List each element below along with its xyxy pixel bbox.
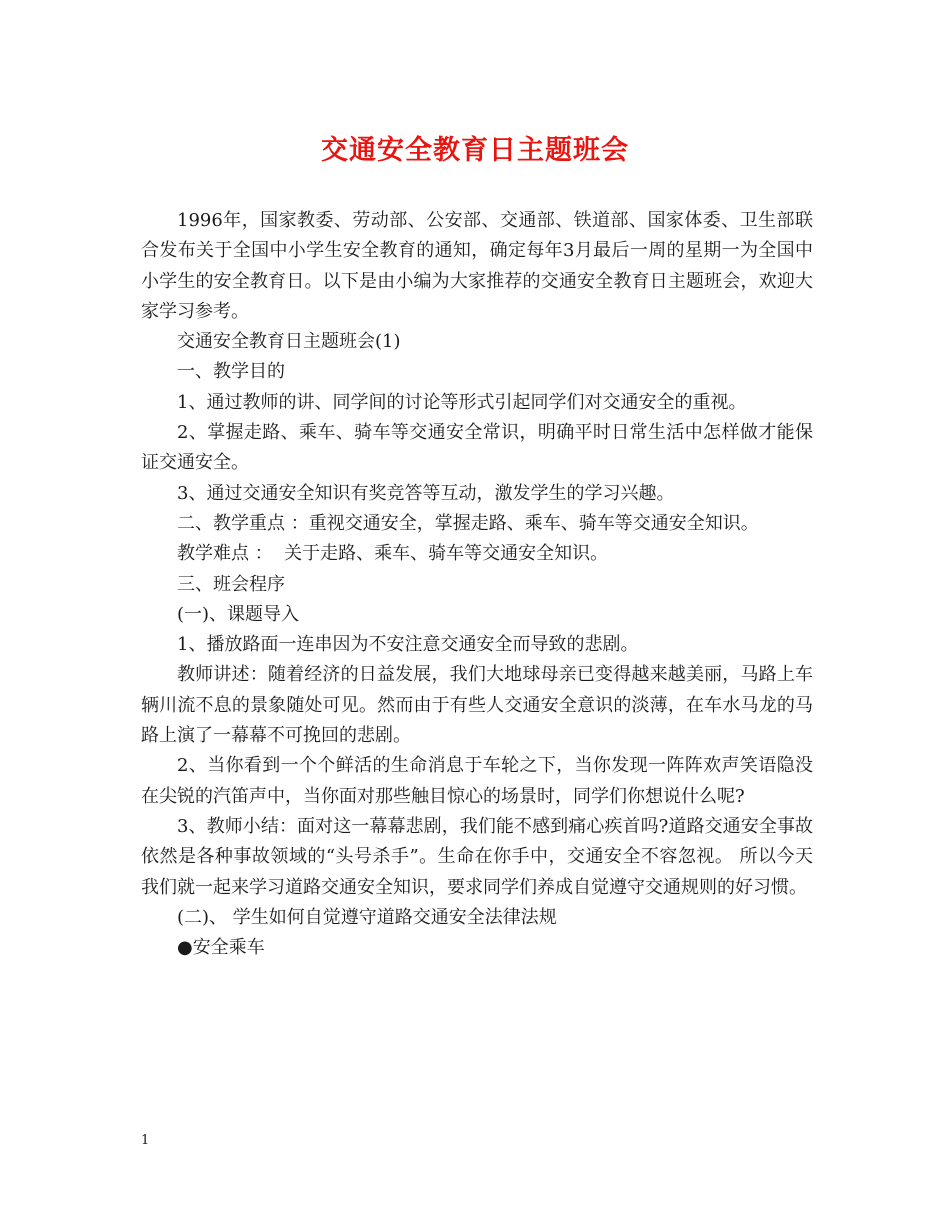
paragraph-key-points: 二、教学重点 ：重视交通安全，掌握走路、乘车、骑车等交通安全知识。 (177, 512, 759, 534)
paragraph-subheading-laws: (二)、 学生如何自觉遵守道路交通安全法律法规 (177, 906, 557, 928)
paragraph-difficulties: 教学难点 ： 关于走路、乘车、骑车等交通安全知识。 (177, 543, 609, 565)
paragraph-step-1: 1、播放路面一连串因为不安注意交通安全而导致的悲剧。 (177, 634, 639, 656)
paragraph-step-2: 2、当你看到一个个鲜活的生命消息于车轮之下，当你发现一阵阵欢声笑语隐没在尖锐的汽笛声中，当你面对那些触目惊心的场景时，同学们你想说什么呢? (141, 755, 813, 807)
page-number: 1 (141, 1133, 150, 1148)
document-body (141, 206, 813, 963)
paragraph-bullet-safe-riding: ●安全乘车 (177, 937, 265, 959)
paragraph-goal-2: 2、掌握走路、乘车、骑车等交通安全常识，明确平时日常生活中怎样做才能保证交通安全。 (141, 422, 813, 474)
paragraph-goal-1: 1、通过教师的讲、同学间的讨论等形式引起同学们对交通安全的重视。 (177, 391, 747, 413)
page-title: 交通安全教育日主题班会 (321, 135, 629, 166)
paragraph-section-heading: 交通安全教育日主题班会(1) (177, 331, 401, 353)
paragraph-step-3: 3、教师小结：面对这一幕幕悲剧，我们能不感到痛心疾首吗?道路交通安全事故依然是各种事故领域的“头号杀手”。生命在你手中，交通安全不容忽视。 所以今天我们就一起来学习道路交通安全知识，要求同学们养成自觉遵守交通规则的好习惯。 (141, 815, 813, 898)
paragraph-heading-teaching-goals: 一、教学目的 (177, 361, 285, 383)
paragraph-teacher-narration: 教师讲述：随着经济的日益发展，我们大地球母亲已变得越来越美丽，马路上车辆川流不息的景象随处可见。然而由于有些人交通安全意识的淡薄，在车水马龙的马路上演了一幕幕不可挽回的悲剧。 (141, 664, 813, 747)
paragraph-heading-procedure: 三、班会程序 (177, 573, 285, 595)
paragraph-intro: 1996年，国家教委、劳动部、公安部、交通部、铁道部、国家体委、卫生部联合发布关于全国中小学生安全教育的通知，确定每年3月最后一周的星期一为全国中小学生的安全教育日。以下是由小编为大家推荐的交通安全教育日主题班会，欢迎大家学习参考。 (141, 210, 813, 322)
paragraph-subheading-intro: (一)、课题导入 (177, 603, 300, 625)
paragraph-goal-3: 3、通过交通安全知识有奖竞答等互动，激发学生的学习兴趣。 (177, 482, 675, 504)
